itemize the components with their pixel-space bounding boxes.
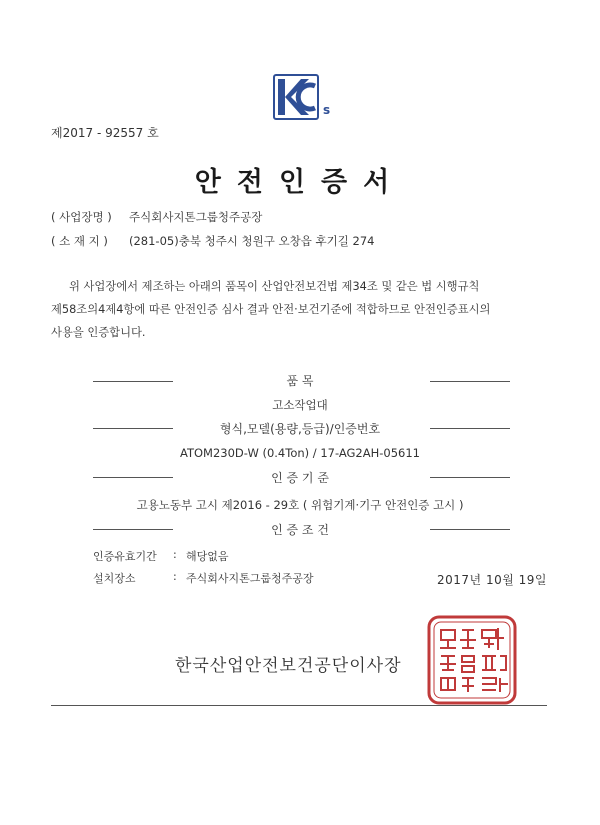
item-header: 품 목 <box>286 374 314 388</box>
info-row-address <box>51 233 551 249</box>
standard-value: 고용노동부 고시 제2016 - 29호 ( 위험기계·기구 안전인증 고시 ) <box>136 498 464 512</box>
official-seal <box>426 614 518 706</box>
model-header: 형식,모델(용량,등급)/인증번호 <box>219 422 381 436</box>
info-label: ( 사업장명 ) <box>51 210 112 224</box>
svg-text:s: s <box>323 103 331 117</box>
certificate-number: 제2017 - 92557 호 <box>51 126 159 140</box>
certification-statement <box>51 275 551 344</box>
issuer-name: 한국산업안전보건공단이사장 <box>175 656 402 676</box>
condition-separator: : <box>173 548 177 561</box>
condition-label: 인증유효기간 <box>93 550 157 563</box>
condition-value: 주식회사지톤그룹청주공장 <box>186 572 314 585</box>
kc-logo <box>273 74 335 120</box>
page-title: 안전인증서 <box>194 167 406 198</box>
standard-header: 인 증 기 준 <box>271 471 329 485</box>
condition-label: 설치장소 <box>93 572 136 585</box>
issue-date: 2017년 10월 19일 <box>437 573 547 587</box>
statement-line: 위 사업장에서 제조하는 아래의 품목이 산업안전보건법 제34조 및 같은 법 시행규칙 <box>69 280 480 293</box>
statement-line: 사용을 인증합니다. <box>51 326 146 339</box>
info-value: (281-05)충북 청주시 청원구 오창읍 후기길 274 <box>129 234 375 248</box>
bottom-divider <box>51 705 547 706</box>
statement-line: 제58조의4제4항에 따른 안전인증 심사 결과 안전·보건기준에 적합하므로 안전인증표시의 <box>51 303 491 316</box>
condition-value: 해당없음 <box>186 550 229 563</box>
info-label: ( 소 재 지 ) <box>51 234 108 248</box>
item-value: 고소작업대 <box>272 398 328 412</box>
model-value: ATOM230D-W (0.4Ton) / 17-AG2AH-05611 <box>179 446 420 460</box>
condition-header: 인 증 조 건 <box>271 523 329 537</box>
info-row-company <box>51 209 551 225</box>
condition-separator: : <box>173 570 177 583</box>
info-value: 주식회사지톤그룹청주공장 <box>129 210 263 224</box>
